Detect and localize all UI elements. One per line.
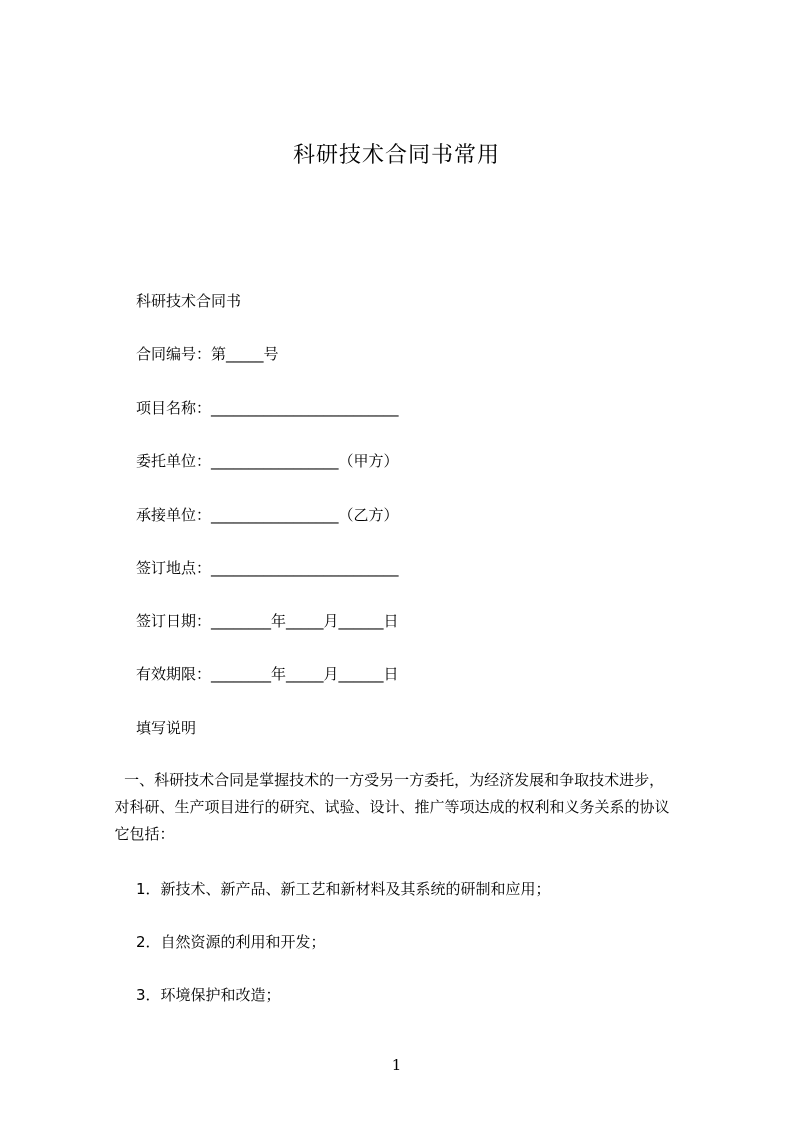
signing-date-line: 签订日期：________年_____月______日 [136, 612, 399, 630]
paragraph-line: 对科研、生产项目进行的研究、试验、设计、推广等项达成的权利和义务关系的协议 [105, 798, 670, 816]
client-unit-line: 委托单位：_________________（甲方） [136, 452, 399, 470]
document-title: 科研技术合同书常用 [292, 143, 500, 168]
list-item: 3．环境保护和改造； [136, 986, 281, 1004]
contract-heading: 科研技术合同书 [136, 292, 242, 310]
project-name-line: 项目名称：_________________________ [136, 399, 399, 417]
validity-period-line: 有效期限：________年_____月______日 [136, 665, 399, 683]
page-number: 1 [391, 1056, 402, 1074]
instructions-heading: 填写说明 [136, 719, 197, 737]
paragraph-line: 一、科研技术合同是掌握技术的一方受另一方委托，为经济发展和争取技术进步， [105, 771, 665, 789]
contract-number-line: 合同编号：第_____号 [136, 345, 279, 363]
contractor-unit-line: 承接单位：_________________（乙方） [136, 506, 399, 524]
list-item: 1．新技术、新产品、新工艺和新材料及其系统的研制和应用； [136, 880, 551, 898]
instructions-paragraph [105, 767, 715, 848]
paragraph-line: 它包括： [105, 825, 175, 843]
list-item: 2．自然资源的利用和开发； [136, 933, 326, 951]
signing-place-line: 签订地点：_________________________ [136, 559, 399, 577]
